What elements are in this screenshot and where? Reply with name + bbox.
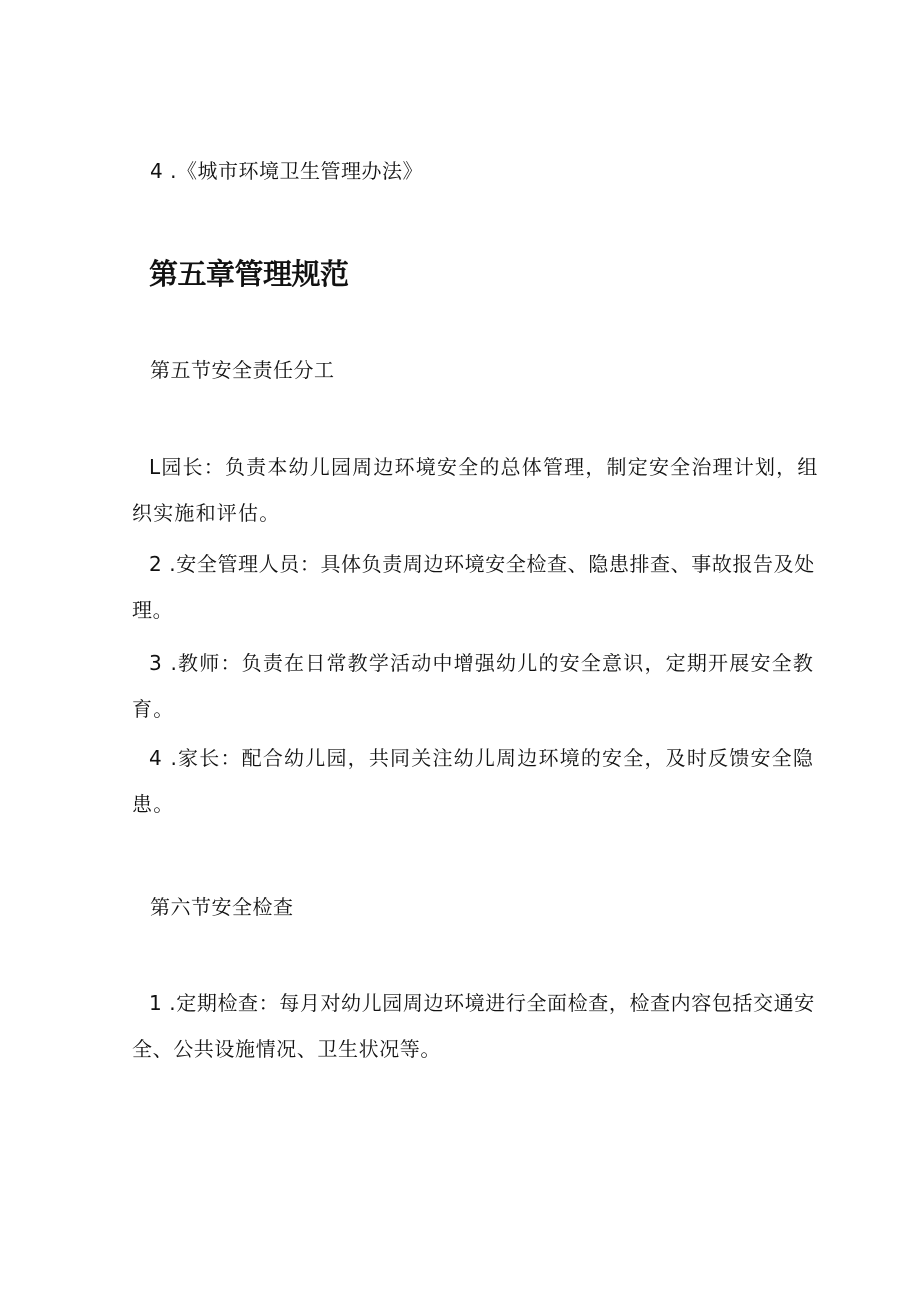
section-5-item-4: 4 .家长：配合幼儿园，共同关注幼儿周边环境的安全，及时反馈安全隐患。 — [132, 746, 815, 816]
section-6-title: 第六节安全检查 — [150, 895, 294, 919]
chapter-title: 第五章管理规范 — [149, 257, 349, 291]
section-5-item-3: 3 .教师：负责在日常教学活动中增强幼儿的安全意识，定期开展安全教育。 — [132, 651, 815, 721]
section-5-item-1: L园长：负责本幼儿园周边环境安全的总体管理，制定安全治理计划，组织实施和评估。 — [132, 455, 819, 525]
regulation-list-item-4: 4 .《城市环境卫生管理办法》 — [150, 159, 423, 183]
section-5-title: 第五节安全责任分工 — [150, 358, 335, 382]
section-5-item-2: 2 .安全管理人员：具体负责周边环境安全检查、隐患排查、事故报告及处理。 — [132, 552, 815, 622]
section-6-item-1: 1 .定期检查：每月对幼儿园周边环境进行全面检查，检查内容包括交通安全、公共设施情况、卫生状况等。 — [132, 991, 815, 1061]
